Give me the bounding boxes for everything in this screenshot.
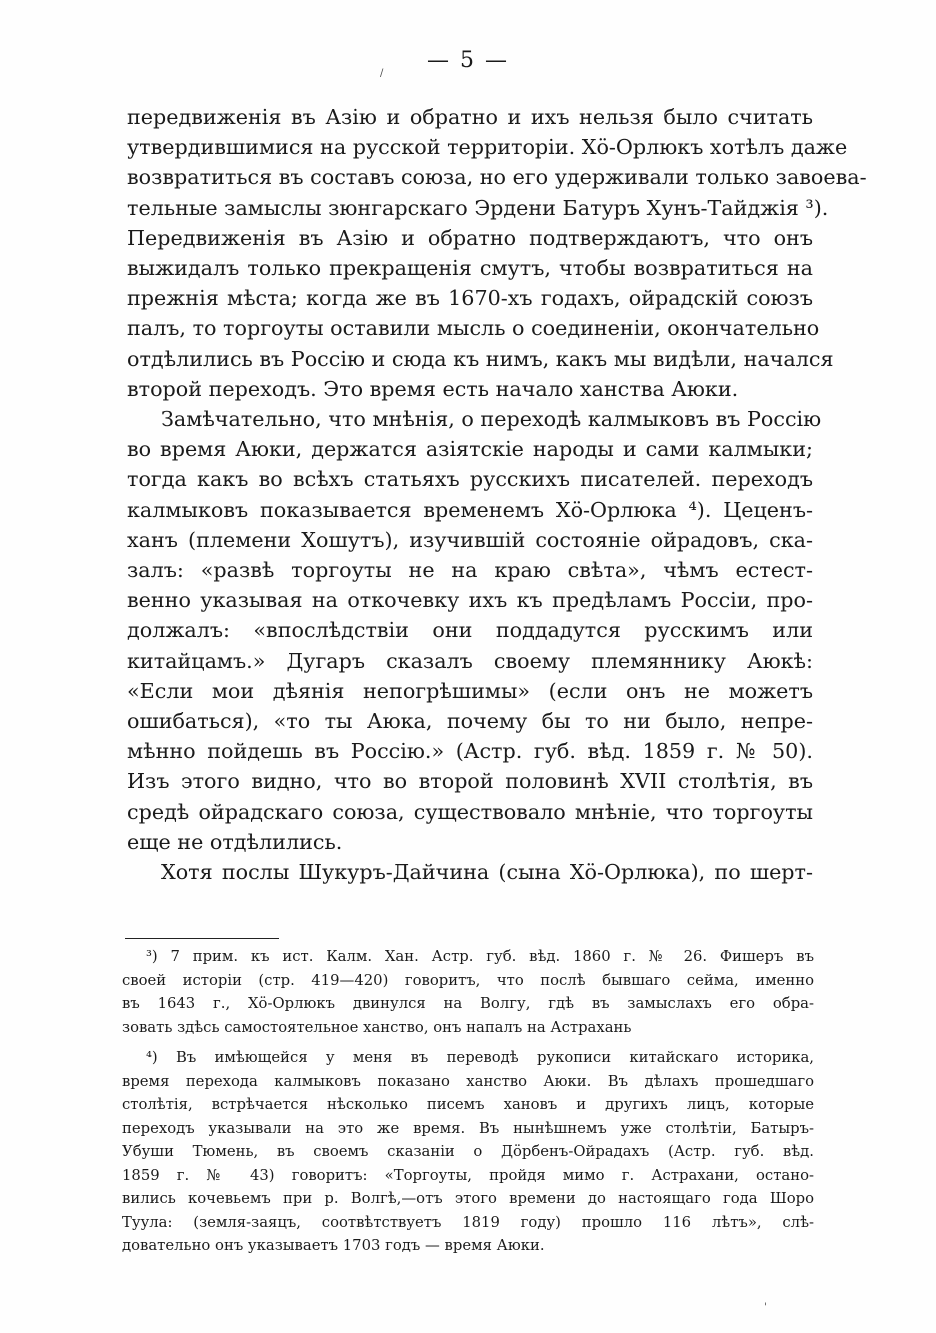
text-line: калмыковъ показывается временемъ Хӧ-Орлюка ⁴). Цеценъ- bbox=[127, 497, 813, 522]
footnote-line: довательно онъ указываетъ 1703 годъ — время Аюки. bbox=[122, 1237, 545, 1254]
footnote-line: Туула: (земля-заяцъ, соотвѣтствуетъ 1819 году) прошло 116 лѣтъ», слѣ- bbox=[122, 1213, 814, 1231]
text-line: ханъ (племени Хошутъ), изучившій состояніе ойрадовъ, ска- bbox=[127, 527, 813, 552]
footnote-3 bbox=[122, 945, 814, 1039]
page-number: — 5 — bbox=[427, 48, 509, 73]
footnote-line: ⁴) Въ имѣющейся у меня въ переводѣ рукописи китайскаго историка, bbox=[146, 1049, 814, 1066]
text-line: мѣнно пойдешь въ Россію.» (Астр. губ. вѣд. 1859 г. № 50). bbox=[127, 739, 813, 764]
text-line: тельные замыслы зюнгарскаго Эрдени Батуръ Хунъ-Тайджія ³). bbox=[127, 195, 829, 220]
speck-mark: ' bbox=[764, 1302, 767, 1313]
footnote-divider bbox=[125, 938, 279, 939]
text-line: залъ: «развѣ торгоуты не на краю свѣта», чѣмъ естест- bbox=[127, 558, 813, 583]
text-line: еще не отдѣлились. bbox=[127, 829, 343, 854]
footnote-line: вились кочевьемъ при р. Волгѣ,—отъ этого времени до настоящаго года Шоро bbox=[122, 1190, 814, 1207]
text-line: венно указывая на откочевку ихъ къ предѣламъ Россіи, про- bbox=[127, 588, 813, 613]
footnote-line: переходъ указывали на это же время. Въ нынѣшнемъ уже столѣтіи, Батыръ- bbox=[122, 1119, 814, 1137]
text-line: палъ, то торгоуты оставили мысль о соединеніи, окончательно bbox=[127, 316, 820, 341]
text-line: отдѣлились въ Россію и сюда къ нимъ, какъ мы видѣли, начался bbox=[127, 346, 834, 371]
body-text bbox=[127, 102, 867, 887]
footnote-line: Убуши Тюмень, въ своемъ сказаніи о Дӧрбенъ-Ойрадахъ (Астр. губ. вѣд. bbox=[122, 1143, 814, 1160]
text-line: выжидалъ только прекращенія смутъ, чтобы возвратиться на bbox=[127, 256, 813, 281]
text-line: утвердившимися на русской территоріи. Хӧ-Орлюкъ хотѣлъ даже bbox=[127, 135, 848, 160]
text-line: прежнія мѣста; когда же въ 1670-хъ годахъ, ойрадскій союзъ bbox=[127, 286, 813, 311]
footnote-line: время перехода калмыковъ показано ханство Аюки. Въ дѣлахъ прошедшаго bbox=[122, 1072, 814, 1090]
text-line: Замѣчательно, что мнѣнія, о переходѣ калмыковъ въ Россію bbox=[161, 407, 822, 432]
text-line: «Если мои дѣянія непогрѣшимы» (если онъ не можетъ bbox=[127, 678, 813, 703]
text-line: второй переходъ. Это время есть начало ханства Аюки. bbox=[127, 376, 739, 401]
paragraph-3 bbox=[127, 857, 813, 887]
footnote-line: столѣтія, встрѣчается нѣсколько писемъ хановъ и другихъ лицъ, которые bbox=[122, 1096, 814, 1113]
text-line: китайцамъ.» Дугаръ сказалъ своему племяннику Аюкѣ: bbox=[127, 648, 813, 673]
text-line: Изъ этого видно, что во второй половинѣ XVII столѣтія, въ bbox=[127, 769, 813, 794]
footnote-line: ³) 7 прим. къ ист. Калм. Хан. Астр. губ. вѣд. 1860 г. № 26. Фишеръ въ bbox=[146, 948, 814, 965]
footnotes bbox=[122, 945, 814, 1258]
text-line: передвиженія въ Азію и обратно и ихъ нельзя было считать bbox=[127, 105, 813, 129]
text-line: Передвиженія въ Азію и обратно подтверждаютъ, что онъ bbox=[127, 225, 813, 250]
paragraph-2 bbox=[127, 404, 822, 857]
footnote-4 bbox=[122, 1046, 814, 1258]
footnote-line: 1859 г. № 43) говоритъ: «Торгоуты, пройдя мимо г. Астрахани, остано- bbox=[122, 1166, 814, 1184]
text-line: ошибаться), «то ты Аюка, почему бы то ни было, непре- bbox=[127, 709, 813, 734]
text-line: средѣ ойрадскаго союза, существовало мнѣніе, что торгоуты bbox=[127, 799, 813, 824]
paragraph-1 bbox=[127, 102, 867, 404]
text-line: тогда какъ во всѣхъ статьяхъ русскихъ писателей. переходъ bbox=[127, 467, 813, 492]
text-line: должалъ: «впослѣдствіи они поддадутся русскимъ или bbox=[127, 618, 813, 643]
text-line: Хотя послы Шукуръ-Дайчина (сына Хӧ-Орлюка), по шерт- bbox=[161, 860, 813, 885]
text-line: во время Аюки, держатся азіятскіе народы и сами калмыки; bbox=[127, 437, 813, 462]
text-line: возвратиться въ составъ союза, но его удерживали только завоева- bbox=[127, 165, 867, 190]
footnote-line: зовать здѣсь самостоятельное ханство, онъ напалъ на Астрахань bbox=[122, 1018, 632, 1036]
speck-mark: / bbox=[380, 68, 384, 79]
footnote-line: своей исторіи (стр. 419—420) говоритъ, что послѣ бывшаго сейма, именно bbox=[122, 971, 814, 989]
footnote-line: въ 1643 г., Хӧ-Орлюкъ двинулся на Волгу, гдѣ въ замыслахъ его обра- bbox=[122, 995, 814, 1012]
